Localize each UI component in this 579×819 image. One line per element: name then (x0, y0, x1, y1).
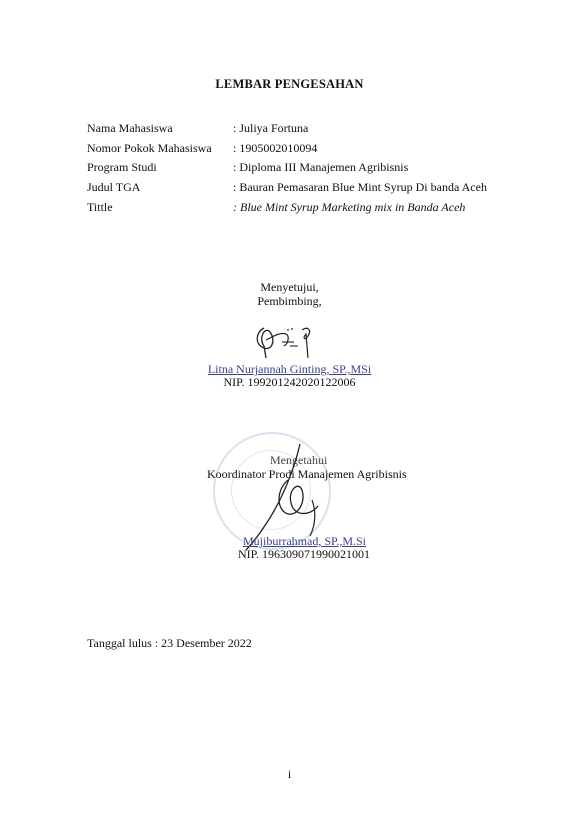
field-label: Program Studi (87, 160, 157, 174)
coordinator-nip: NIP. 196309071990021001 (238, 547, 371, 561)
field-label: Nama Mahasiswa (87, 121, 173, 135)
coordinator-name: Mujiburrahmad, SP.,M.Si (243, 534, 367, 548)
field-value: : Bauran Pemasaran Blue Mint Syrup Di banda Aceh (233, 180, 487, 194)
approval-line2: Pembimbing, (257, 294, 322, 308)
graduation-date: Tanggal lulus : 23 Desember 2022 (87, 636, 252, 650)
acknowledgement-line2: Koordinator Prodi Manajemen Agribisnis (207, 467, 407, 481)
page-title: LEMBAR PENGESAHAN (215, 77, 364, 91)
supervisor-nip: NIP. 199201242020122006 (223, 375, 356, 389)
supervisor-name: Litna Nurjannah Ginting, SP.,MSi (207, 362, 372, 376)
acknowledgement-line1: Mengetahui (270, 453, 328, 467)
field-value: : Diploma III Manajemen Agribisnis (233, 160, 409, 174)
page-number: i (287, 767, 292, 781)
field-value: : Blue Mint Syrup Marketing mix in Banda Aceh (233, 200, 466, 214)
signature-supervisor (250, 318, 330, 364)
field-value: : Juliya Fortuna (233, 121, 309, 135)
field-label: Judul TGA (87, 180, 141, 194)
approval-line1: Menyetujui, (260, 280, 319, 294)
field-label: Tittle (87, 200, 113, 214)
field-label: Nomor Pokok Mahasiswa (87, 141, 212, 155)
field-value: : 1905002010094 (233, 141, 318, 155)
